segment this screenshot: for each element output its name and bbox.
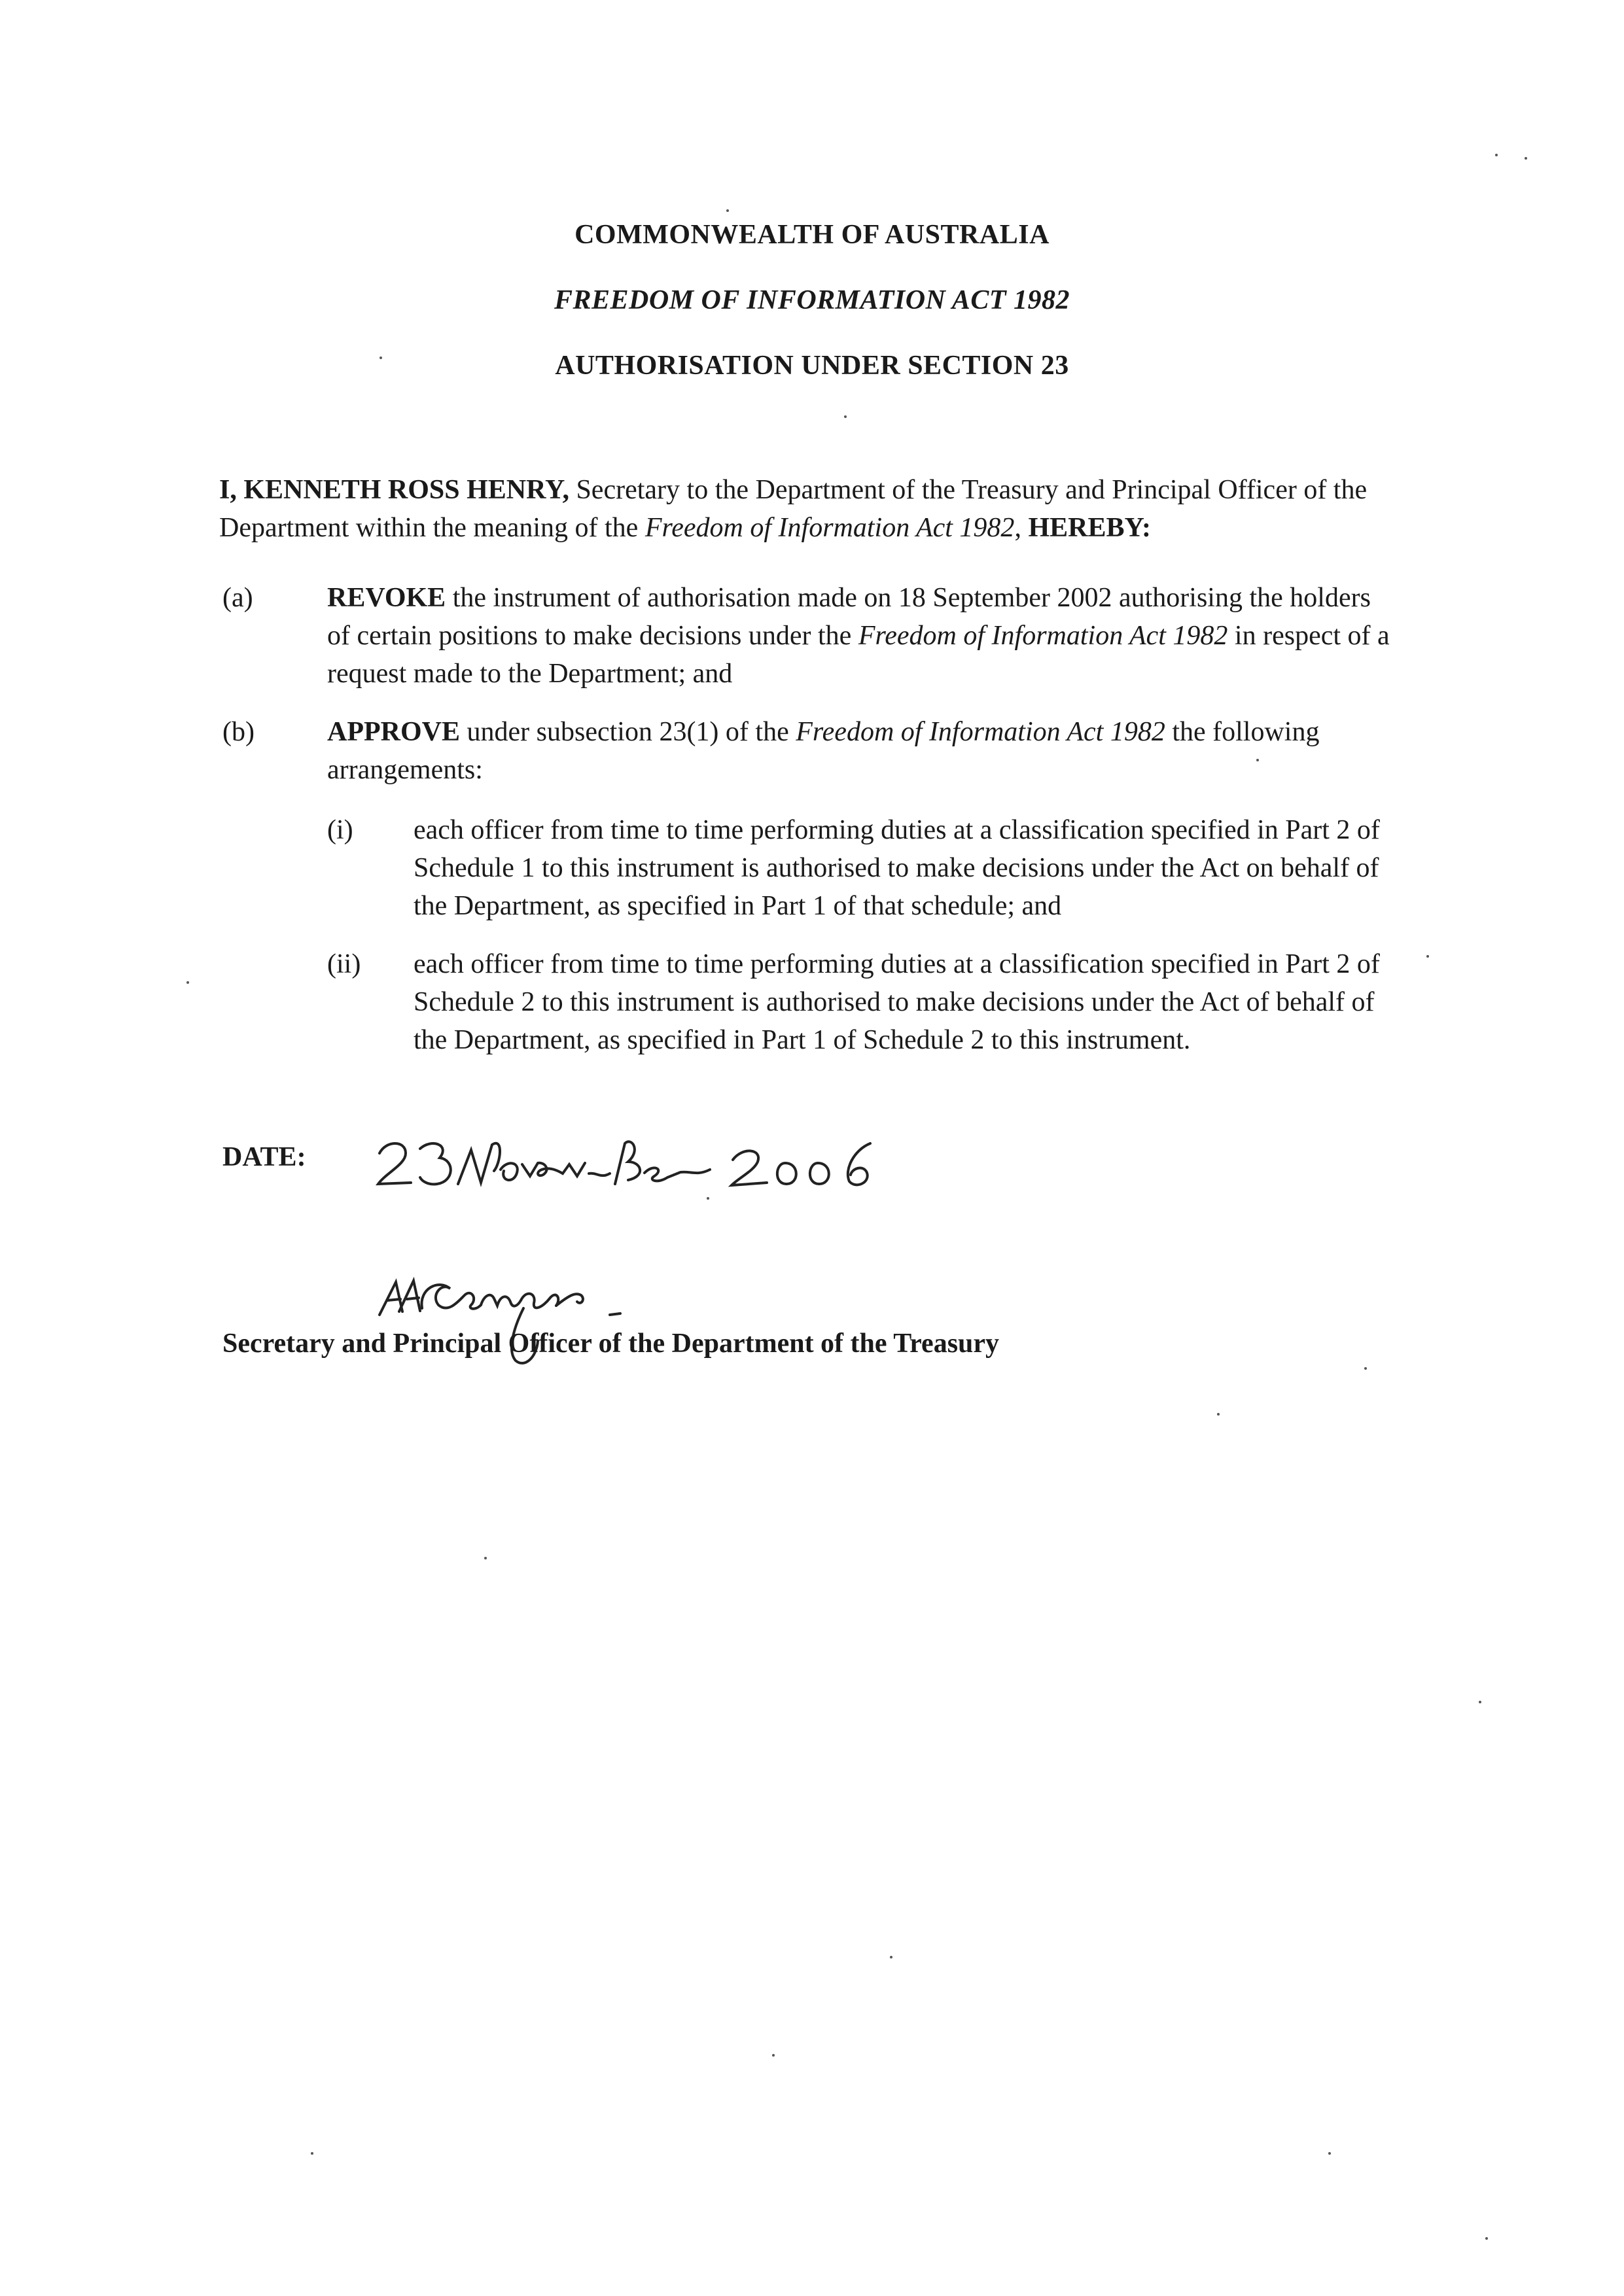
- date-label: DATE:: [222, 1142, 306, 1172]
- scan-speck: [1426, 955, 1429, 958]
- scan-speck: [1525, 157, 1527, 160]
- intro-name: I, KENNETH ROSS HENRY,: [219, 475, 569, 505]
- intro-paragraph: [219, 471, 1397, 547]
- scan-speck: [772, 2054, 775, 2057]
- item-b-text2: the following arrangements:: [327, 717, 1320, 785]
- intro-act: Freedom of Information Act 1982: [644, 513, 1015, 543]
- scan-speck: [1495, 154, 1498, 156]
- scan-speck: [311, 2152, 313, 2155]
- scan-speck: [1485, 2237, 1488, 2240]
- intro-comma: ,: [1014, 513, 1029, 543]
- heading-commonwealth: COMMONWEALTH OF AUSTRALIA: [574, 220, 1050, 250]
- scan-speck: [1256, 759, 1259, 761]
- scan-speck: [186, 981, 189, 984]
- item-a-text: [327, 579, 1400, 693]
- scan-speck: [844, 415, 847, 418]
- scan-speck: [726, 209, 729, 212]
- item-b-text1: under subsection 23(1) of the: [460, 717, 796, 747]
- scan-speck: [1364, 1367, 1367, 1370]
- scan-speck: [380, 357, 382, 359]
- subitem-ii-text: each officer from time to time performing duties at a classification specified in Part 2 of Schedule 2 to this instrument is authorised to make decisions under the Act of behalf of the Department, as specified in Part 1 of Schedule 2 to this instrument.: [414, 949, 1380, 1055]
- scan-speck: [707, 1197, 709, 1200]
- heading-authorisation: AUTHORISATION UNDER SECTION 23: [555, 351, 1069, 381]
- scan-speck: [1479, 1701, 1481, 1703]
- item-b-text: [327, 713, 1400, 789]
- signatory-title: Secretary and Principal Officer of the Department of the Treasury: [222, 1329, 1000, 1359]
- heading-act-title: FREEDOM OF INFORMATION ACT 1982: [554, 285, 1070, 315]
- item-a-text1: the instrument of authorisation made on 18 September 2002 authorising the holders of certain positions to make decisions under the: [327, 583, 1371, 651]
- intro-text: Secretary to the Department of the Treasury and Principal Officer of the Department within the meaning of the: [219, 475, 1368, 543]
- scan-speck: [1328, 2152, 1331, 2155]
- item-a-label: (a): [222, 583, 253, 613]
- item-a-keyword: REVOKE: [327, 583, 446, 613]
- handwritten-date: [366, 1124, 890, 1196]
- scan-speck: [890, 1956, 892, 1958]
- scan-speck: [484, 1557, 487, 1559]
- scan-speck: [1217, 1413, 1220, 1416]
- subitem-ii-label: (ii): [327, 949, 361, 979]
- item-b-act: Freedom of Information Act 1982: [796, 717, 1165, 747]
- item-b-keyword: APPROVE: [327, 717, 460, 747]
- item-b-label: (b): [222, 717, 255, 747]
- subitem-i-label: (i): [327, 815, 353, 845]
- intro-hereby: HEREBY:: [1028, 513, 1151, 543]
- item-a-act: Freedom of Information Act 1982: [858, 621, 1228, 651]
- subitem-i-text: each officer from time to time performing duties at a classification specified in Part 2 of Schedule 1 to this instrument is authorised to make decisions under the Act on behalf of the Department, as specified in Part 1 of that schedule; and: [414, 815, 1380, 921]
- item-a-text2: in respect of a request made to the Department; and: [327, 621, 1390, 689]
